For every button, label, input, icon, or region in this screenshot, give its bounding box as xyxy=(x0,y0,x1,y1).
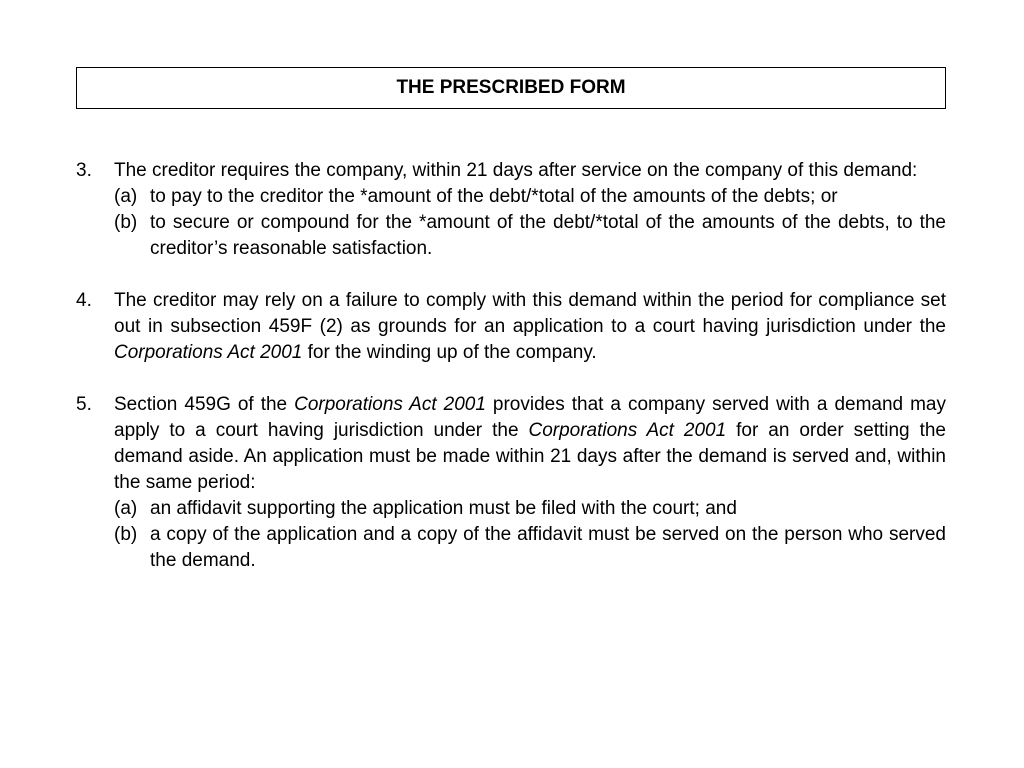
sub-item xyxy=(114,184,946,210)
paragraph-text: for an order setting the demand aside. An application must be made within 21 days after the demand is served and, within the same period: xyxy=(114,420,946,493)
paragraph-number: 5. xyxy=(76,394,92,415)
act-title: Corporations Act 2001 xyxy=(114,342,303,363)
paragraph-text: The creditor may rely on a failure to comply with this demand within the period for compliance set out in subsection 459F (2) as grounds for an application to a court having jurisdiction under the xyxy=(114,290,946,337)
sub-item xyxy=(114,210,946,262)
paragraph-text: Section 459G of the xyxy=(114,394,295,415)
paragraph-body xyxy=(114,288,946,366)
sub-item-text: to pay to the creditor the *amount of the debt/*total of the amounts of the debts; or xyxy=(150,186,838,207)
paragraph-intro: The creditor requires the company, within 21 days after service on the company of this demand: xyxy=(114,160,918,181)
sub-item-letter: (a) xyxy=(114,186,138,207)
sub-item-letter: (b) xyxy=(114,212,138,233)
paragraph-intro xyxy=(114,392,946,496)
act-title: Corporations Act 2001 xyxy=(294,394,486,415)
sub-item-text: a copy of the application and a copy of the affidavit must be served on the person who served the demand. xyxy=(150,524,946,571)
sub-item xyxy=(114,522,946,574)
paragraph-5 xyxy=(76,392,946,574)
paragraph-body xyxy=(114,392,946,574)
page-title: THE PRESCRIBED FORM xyxy=(396,77,626,98)
paragraph-number: 4. xyxy=(76,290,92,311)
paragraph-text: provides that a company served with a demand may apply to a court having jurisdiction under the xyxy=(114,394,946,441)
paragraph-3 xyxy=(76,158,946,262)
sub-item-letter: (b) xyxy=(114,524,138,545)
sub-item-text: to secure or compound for the *amount of the debt/*total of the amounts of the debts, to the creditor’s reasonable satisfaction. xyxy=(150,212,946,259)
title-box xyxy=(76,67,946,109)
paragraph-text: for the winding up of the company. xyxy=(302,342,597,363)
paragraph-4 xyxy=(76,288,946,366)
document-body xyxy=(76,158,946,600)
paragraph-body xyxy=(114,158,946,262)
sub-item-letter: (a) xyxy=(114,498,138,519)
act-title: Corporations Act 2001 xyxy=(528,420,727,441)
sub-item xyxy=(114,496,946,522)
sub-item-text: an affidavit supporting the application must be filed with the court; and xyxy=(150,498,737,519)
paragraph-number: 3. xyxy=(76,160,92,181)
